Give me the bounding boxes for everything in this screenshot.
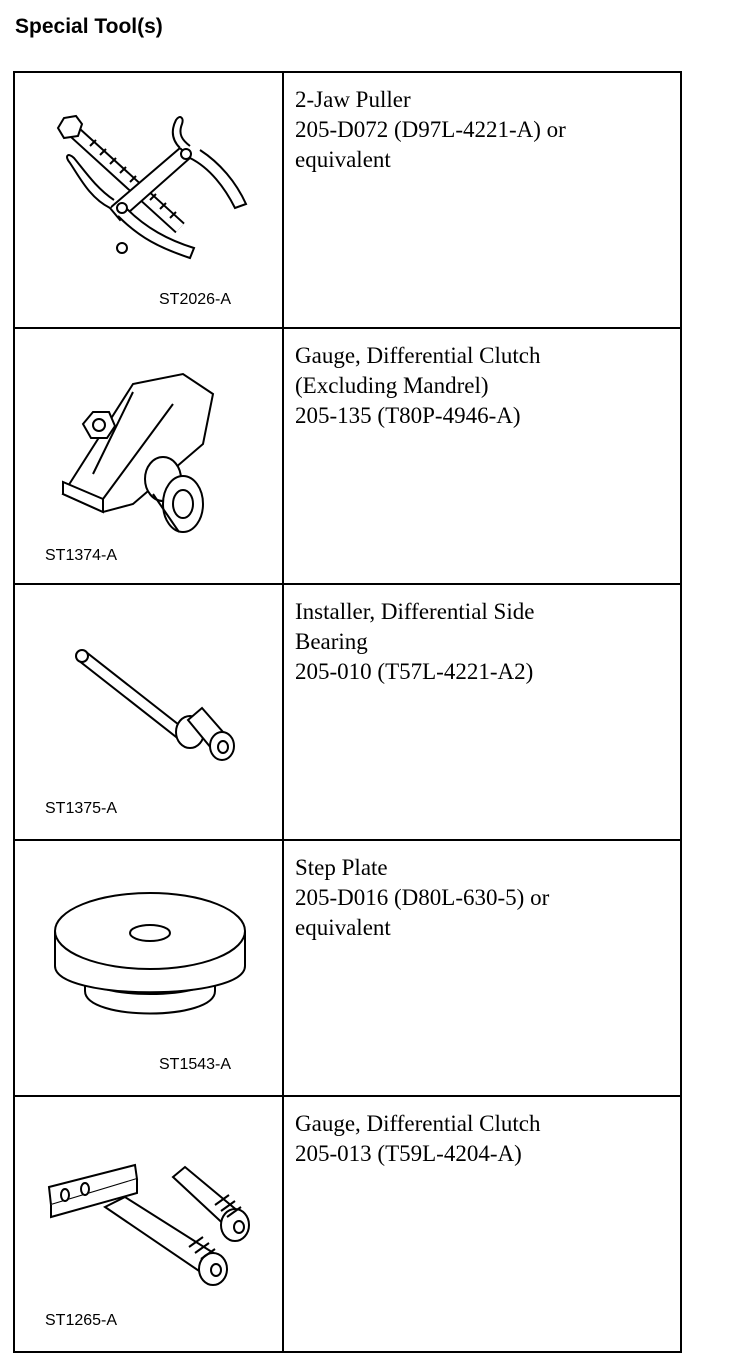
tool-note: (Excluding Mandrel) (295, 373, 489, 398)
tool-number: 205-013 (T59L-4204-A) (295, 1141, 522, 1166)
tool-image-cell (14, 72, 283, 328)
tool-name-cont: Bearing (295, 629, 368, 654)
tool-description (283, 584, 681, 840)
tool-code: ST1265-A (45, 1312, 118, 1329)
tool-name: 2-Jaw Puller (295, 87, 411, 112)
step-plate-illustration (50, 881, 250, 1031)
tool-description (283, 72, 681, 328)
tool-description (283, 1096, 681, 1352)
table-row (14, 328, 681, 584)
tool-description (283, 840, 681, 1096)
differential-clutch-gauge-illustration (53, 354, 233, 554)
tool-code: ST2026-A (159, 291, 232, 308)
tool-name: Gauge, Differential Clutch (295, 343, 541, 368)
tool-code: ST1375-A (45, 800, 118, 817)
tool-number: 205-010 (T57L-4221-A2) (295, 659, 534, 684)
tool-name: Installer, Differential Side (295, 599, 535, 624)
tool-note: equivalent (295, 147, 391, 172)
table-row (14, 1096, 681, 1352)
tool-name: Step Plate (295, 855, 388, 880)
tool-image-cell (14, 584, 283, 840)
section-heading: Special Tool(s) (15, 15, 163, 38)
tool-name: Gauge, Differential Clutch (295, 1111, 541, 1136)
tool-code: ST1543-A (159, 1056, 232, 1073)
tool-description (283, 328, 681, 584)
tool-code: ST1374-A (45, 547, 118, 564)
tool-number: 205-D016 (D80L-630-5) or (295, 885, 550, 910)
table-row (14, 840, 681, 1096)
tool-number: 205-D072 (D97L-4221-A) or (295, 117, 566, 142)
tool-number: 205-135 (T80P-4946-A) (295, 403, 521, 428)
tool-image-cell (14, 328, 283, 584)
special-tools-table (13, 71, 682, 1353)
tool-image-cell (14, 1096, 283, 1352)
clutch-gauge-splined-illustration (45, 1157, 255, 1287)
table-row (14, 72, 681, 328)
side-bearing-installer-illustration (70, 640, 250, 780)
tool-image-cell (14, 840, 283, 1096)
tool-note: equivalent (295, 915, 391, 940)
table-row (14, 584, 681, 840)
two-jaw-puller-illustration (50, 108, 250, 268)
